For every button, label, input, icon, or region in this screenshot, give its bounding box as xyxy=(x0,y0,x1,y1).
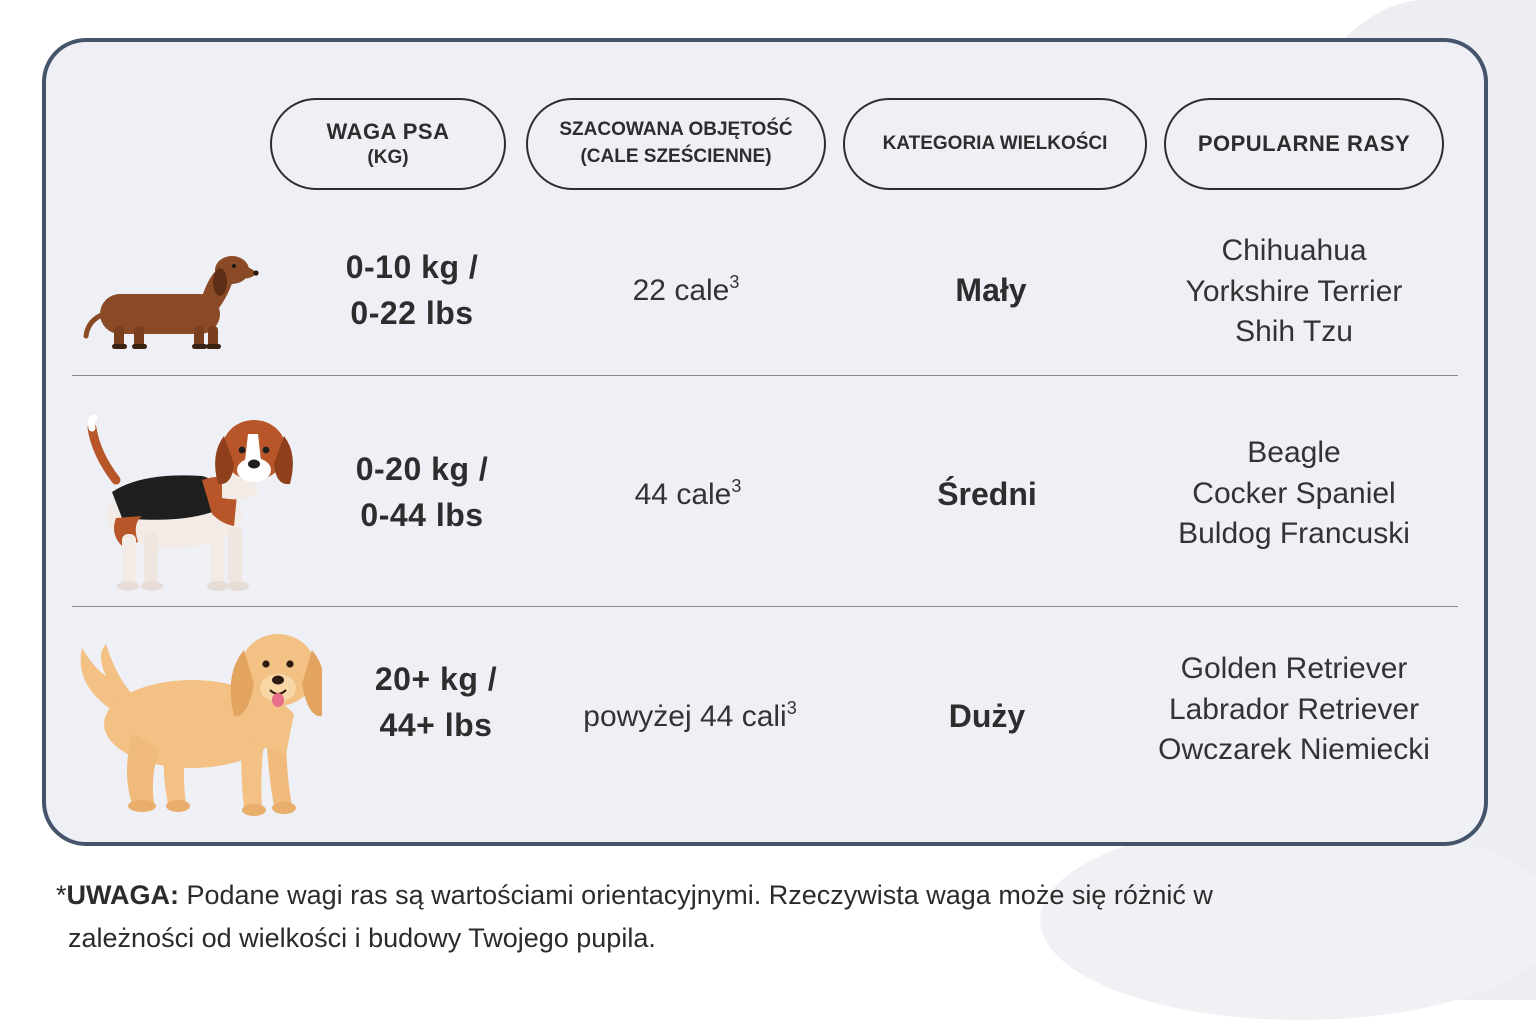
category-label: Duży xyxy=(948,697,1026,734)
breed-item: Chihuahua xyxy=(1221,234,1367,268)
weight-lbs: 0-44 lbs xyxy=(360,497,484,533)
breed-item: Cocker Spaniel xyxy=(1192,476,1396,510)
header-weight-unit: (KG) xyxy=(367,146,409,168)
golden-retriever-icon xyxy=(72,624,322,829)
category-cell xyxy=(842,686,1132,746)
dachshund-icon xyxy=(82,242,262,357)
volume-cell xyxy=(536,260,836,320)
volume-cell xyxy=(538,464,838,524)
header-volume-unit: (CALE SZEŚCIENNE) xyxy=(580,146,772,167)
row-divider xyxy=(72,375,1458,376)
header-weight xyxy=(270,98,506,190)
weight-cell xyxy=(272,230,552,350)
weight-lbs: 0-22 lbs xyxy=(350,295,474,331)
volume-value: powyżej 44 cali$^3$ xyxy=(583,698,797,733)
volume-cell xyxy=(530,686,850,746)
header-category xyxy=(843,98,1147,190)
header-volume xyxy=(526,98,826,190)
dog-size-table xyxy=(42,38,1488,846)
footnote xyxy=(56,874,1396,960)
beagle-icon xyxy=(82,414,302,605)
category-label: Średni xyxy=(937,475,1037,512)
category-cell xyxy=(846,260,1136,320)
breeds-cell xyxy=(1144,212,1444,372)
header-category-label: KATEGORIA WIELKOŚCI xyxy=(882,132,1108,154)
footnote-lead: UWAGA: xyxy=(66,880,179,910)
volume-value: 22 cale$^3$ xyxy=(632,272,740,307)
breed-item: Beagle xyxy=(1247,436,1341,470)
footnote-asterisk: * xyxy=(56,880,67,910)
weight-kg: 20+ kg / xyxy=(374,660,498,697)
volume-value: 44 cale$^3$ xyxy=(634,476,742,511)
weight-cell xyxy=(282,432,562,552)
header-breeds-label: POPULARNE RASY xyxy=(1197,131,1411,157)
category-label: Mały xyxy=(955,271,1027,308)
header-weight-label: WAGA PSA xyxy=(326,119,450,145)
weight-lbs: 44+ lbs xyxy=(379,707,493,743)
breed-item: Buldog Francuski xyxy=(1178,517,1410,551)
header-breeds xyxy=(1164,98,1444,190)
category-cell xyxy=(842,464,1132,524)
row-divider xyxy=(72,606,1458,607)
breed-item: Golden Retriever xyxy=(1180,652,1408,686)
footnote-line1: Podane wagi ras są wartościami orientacyjnymi. Rzeczywista waga może się różnić w xyxy=(179,880,1213,910)
breed-item: Labrador Retriever xyxy=(1168,692,1420,726)
breeds-cell xyxy=(1144,424,1444,564)
footnote-line2: zależności od wielkości i budowy Twojego pupila. xyxy=(68,923,656,954)
header-volume-label: SZACOWANA OBJĘTOŚĆ xyxy=(559,119,793,141)
breed-item: Yorkshire Terrier xyxy=(1185,274,1403,308)
breed-item: Shih Tzu xyxy=(1235,315,1353,349)
breed-item: Owczarek Niemiecki xyxy=(1158,733,1430,767)
weight-kg: 0-10 kg / xyxy=(345,248,479,285)
breeds-cell xyxy=(1134,640,1454,780)
weight-kg: 0-20 kg / xyxy=(355,450,489,487)
